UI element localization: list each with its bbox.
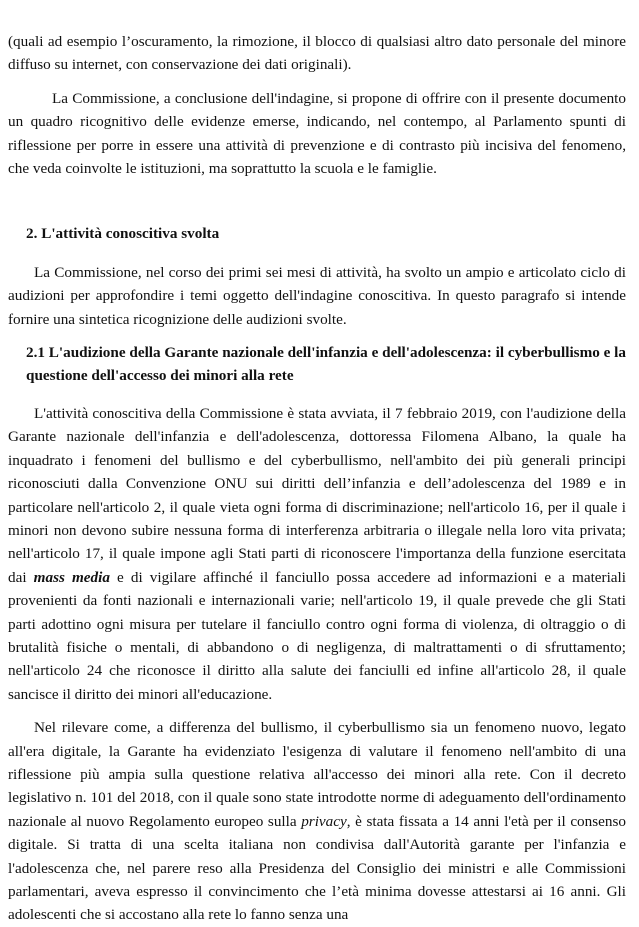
emphasis-privacy: privacy <box>301 812 347 830</box>
paragraph-text: , è stata fissata a 14 anni l'età per il consenso digitale. Si tratta di una scelta italiana non condivisa dall'Autorità garante per l'infanzia e l'adolescenza che, nel parere reso alla Presidenza del Consiglio dei ministri e alle Commissioni parlamentari, aveva espresso il convincimento che l’età minima dovesse attestarsi ai 16 anni. Gli adolescenti che si accostano alla rete lo fanno senza una <box>8 812 626 924</box>
paragraph-hearings-overview: La Commissione, nel corso dei primi sei mesi di attività, ha svolto un ampio e articolato ciclo di audizioni per approfondire i temi oggetto dell'indagine conoscitiva. In questo paragrafo si intende fornire una sintetica ricognizione delle audizioni svolte. <box>8 263 626 328</box>
document-page <box>8 30 626 927</box>
paragraph-continuation: (quali ad esempio l’oscuramento, la rimozione, il blocco di qualsiasi altro dato personale del minore diffuso su internet, con conservazione dei dati originali). <box>8 33 626 74</box>
paragraph-commission-proposal: La Commissione, a conclusione dell'indagine, si propone di offrire con il presente documento un quadro ricognitivo delle evidenze emerse, indicando, nel contempo, al Parlamento spunti di riflessione per porre in essere una attività di prevenzione e di contrasto più incisiva del fenomeno, che veda coinvolte le istituzioni, ma soprattutto la scuola e le famiglie. <box>8 89 626 178</box>
subsection-heading: 2.1 L'audizione della Garante nazionale dell'infanzia e dell'adolescenza: il cyberbullismo e la questione dell'accesso dei minori alla rete <box>26 344 626 385</box>
paragraph-text: Nel rilevare come, a differenza del bullismo, il cyberbullismo sia un fenomeno nuovo, legato all'era digitale, la Garante ha evidenziato l'esigenza di valutare il fenomeno nell'ambito di una riflessione più ampia sulla questione relativa all'accesso dei minori alla rete. Con il decreto legislativo n. 101 del 2018, con il quale sono state introdotte norme di adeguamento dell'ordinamento nazionale al nuovo Regolamento europeo sulla <box>8 719 626 830</box>
emphasis-mass-media: mass media <box>33 568 110 586</box>
paragraph-text: e di vigilare affinché il fanciullo possa accedere ad informazioni e a materiali provenienti da fonti nazionali e internazionali varie; nell'articolo 19, il quale prevede che gli Stati parti adottino ogni misura per tutelare il fanciullo contro ogni forma di violenza, di oltraggio o di brutalità fisiche o mentali, di abbandono o di negligenza, di maltrattamenti o di sfruttamento; nell'articolo 24 che riconosce il diritto alla salute dei fanciulli ed infine all'articolo 28, il quale sancisce il diritto dei minori all'educazione. <box>8 568 626 703</box>
paragraph-text: L'attività conoscitiva della Commissione è stata avviata, il 7 febbraio 2019, con l'audizione della Garante nazionale dell'infanzia e dell'adolescenza, dottoressa Filomena Albano, la quale ha inquadrato i fenomeni del bullismo e del cyberbullismo, nell'ambito dei più generali principi riconosciuti dalla Convenzione ONU sui diritti dell’infanzia e dell’adolescenza del 1989 e in particolare nell'articolo 2, il quale vieta ogni forma di discriminazione; nell'articolo 16, per il quale i minori non devono subire nessuna forma di interferenza arbitraria o illegale nella loro vita privata; nell'articolo 17, il quale impone agli Stati parti di riconoscere l'importanza della funzione esercitata dai <box>8 404 626 586</box>
section-heading: 2. L'attività conoscitiva svolta <box>26 225 220 243</box>
paragraph-digital-consent <box>8 716 626 927</box>
paragraph-garante-hearing <box>8 402 626 706</box>
